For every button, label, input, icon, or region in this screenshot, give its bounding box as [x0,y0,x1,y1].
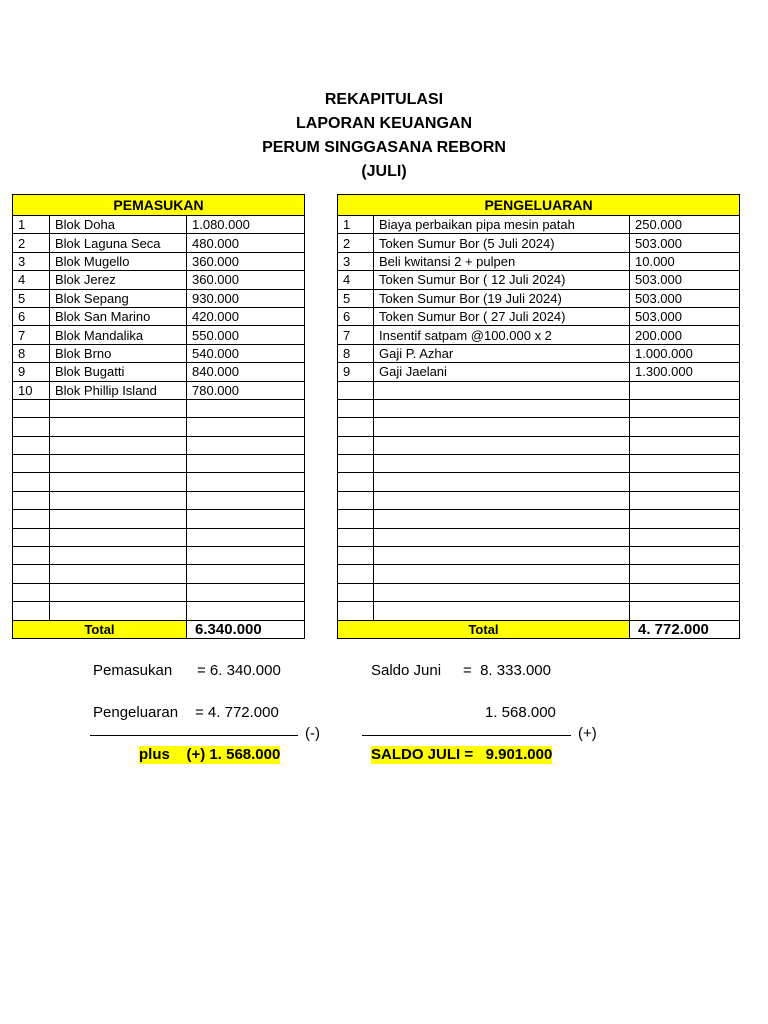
expense-cell-name [374,547,630,565]
income-cell-name [50,399,187,417]
expense-row [338,234,740,252]
income-cell-name [50,547,187,565]
expense-cell-amount [630,602,740,620]
expense-cell-amount [630,418,740,436]
expense-cell-no [338,381,374,399]
expense-cell-amount [630,547,740,565]
income-cell-no: 3 [13,252,50,270]
income-row [13,455,305,473]
income-row [13,381,305,399]
income-cell-amount [187,455,305,473]
expense-cell-amount: 1.300.000 [630,363,740,381]
income-cell-amount: 360.000 [187,271,305,289]
income-row [13,271,305,289]
expense-cell-name: Token Sumur Bor ( 27 Juli 2024) [374,307,630,325]
income-cell-no: 1 [13,216,50,234]
expense-cell-name [374,528,630,546]
income-cell-no: 9 [13,363,50,381]
expense-cell-name [374,418,630,436]
income-row [13,307,305,325]
expense-cell-name: Insentif satpam @100.000 x 2 [374,326,630,344]
income-cell-amount: 780.000 [187,381,305,399]
expense-row [338,381,740,399]
expense-cell-amount: 1.000.000 [630,344,740,362]
income-row [13,418,305,436]
income-cell-amount: 550.000 [187,326,305,344]
expense-row [338,344,740,362]
expense-cell-no: 2 [338,234,374,252]
income-cell-name [50,583,187,601]
income-cell-name: Blok Phillip Island [50,381,187,399]
expense-cell-amount: 503.000 [630,234,740,252]
expense-cell-amount [630,583,740,601]
expense-cell-no [338,565,374,583]
income-cell-amount: 360.000 [187,252,305,270]
expense-row [338,399,740,417]
income-cell-name [50,436,187,454]
expense-cell-no [338,491,374,509]
expense-row [338,565,740,583]
income-cell-amount [187,436,305,454]
income-row [13,602,305,620]
expense-cell-name [374,510,630,528]
income-cell-name: Blok San Marino [50,307,187,325]
expense-cell-no [338,473,374,491]
expense-cell-name: Biaya perbaikan pipa mesin patah [374,216,630,234]
income-row [13,234,305,252]
income-cell-amount: 1.080.000 [187,216,305,234]
expense-row [338,326,740,344]
income-cell-no: 4 [13,271,50,289]
expense-cell-name [374,455,630,473]
expense-cell-name [374,491,630,509]
expense-cell-name: Gaji P. Azhar [374,344,630,362]
expense-cell-amount [630,473,740,491]
expense-cell-no [338,547,374,565]
income-cell-amount [187,510,305,528]
income-cell-amount [187,418,305,436]
plus-result: plus (+) 1. 568.000 [139,746,281,763]
income-cell-name: Blok Mandalika [50,326,187,344]
income-cell-amount [187,399,305,417]
income-total-row [13,620,305,638]
income-cell-no [13,602,50,620]
expense-cell-no [338,399,374,417]
expense-total-label: Total [338,620,630,638]
income-cell-name [50,418,187,436]
expense-row [338,271,740,289]
expense-cell-no: 8 [338,344,374,362]
expense-row [338,307,740,325]
income-cell-amount: 420.000 [187,307,305,325]
expense-cell-no: 9 [338,363,374,381]
expense-total-row [338,620,740,638]
income-cell-amount: 930.000 [187,289,305,307]
income-cell-name: Blok Brno [50,344,187,362]
income-cell-amount [187,583,305,601]
income-cell-no [13,436,50,454]
expense-cell-name [374,583,630,601]
income-cell-no [13,399,50,417]
saldo-juli: SALDO JULI = 9.901.000 [371,746,553,763]
expense-cell-no: 7 [338,326,374,344]
income-cell-amount [187,528,305,546]
income-total-value: 6.340.000 [187,620,305,638]
expense-cell-no [338,436,374,454]
expense-cell-name: Token Sumur Bor (5 Juli 2024) [374,234,630,252]
saldo-juni-label: Saldo Juni [371,662,442,679]
income-cell-name: Blok Sepang [50,289,187,307]
surplus-value: 1. 568.000 [485,704,556,721]
income-row [13,583,305,601]
summary-pemasukan-label: Pemasukan [93,662,173,679]
summary-pemasukan-value: = 6. 340.000 [197,662,281,679]
income-row [13,436,305,454]
income-cell-name [50,491,187,509]
income-table [12,194,305,639]
income-row [13,565,305,583]
income-row [13,289,305,307]
expense-cell-name: Gaji Jaelani [374,363,630,381]
income-cell-amount [187,491,305,509]
expense-cell-amount: 503.000 [630,307,740,325]
income-row [13,252,305,270]
income-cell-amount: 540.000 [187,344,305,362]
expense-cell-amount: 200.000 [630,326,740,344]
income-cell-name: Blok Laguna Seca [50,234,187,252]
expense-cell-no [338,528,374,546]
expense-cell-amount [630,455,740,473]
income-cell-no [13,491,50,509]
expense-row [338,418,740,436]
income-row [13,363,305,381]
income-cell-name: Blok Mugello [50,252,187,270]
expense-cell-name [374,381,630,399]
income-cell-no: 10 [13,381,50,399]
income-cell-amount [187,565,305,583]
income-cell-no [13,583,50,601]
expense-cell-amount [630,528,740,546]
income-cell-name: Blok Bugatti [50,363,187,381]
income-cell-no [13,510,50,528]
expense-cell-name: Beli kwitansi 2 + pulpen [374,252,630,270]
expense-cell-amount [630,436,740,454]
expense-cell-amount: 503.000 [630,271,740,289]
expense-total-value: 4. 772.000 [630,620,740,638]
income-row [13,491,305,509]
expense-cell-name [374,473,630,491]
expense-cell-name [374,565,630,583]
income-cell-name: Blok Jerez [50,271,187,289]
income-cell-amount [187,473,305,491]
expense-cell-no [338,583,374,601]
summary-left-rule [90,735,298,736]
title-line-1: REKAPITULASI [324,91,444,108]
income-cell-name [50,510,187,528]
income-cell-no: 5 [13,289,50,307]
income-header: PEMASUKAN [13,195,305,216]
expense-cell-name [374,436,630,454]
expense-row [338,510,740,528]
expense-cell-no [338,418,374,436]
expense-cell-name: Token Sumur Bor (19 Juli 2024) [374,289,630,307]
expense-cell-amount [630,491,740,509]
expense-cell-amount [630,399,740,417]
title-line-2: LAPORAN KEUANGAN [296,115,472,132]
income-cell-no: 7 [13,326,50,344]
expense-row [338,473,740,491]
summary-pengeluaran-label: Pengeluaran [93,704,179,721]
income-cell-name [50,565,187,583]
income-cell-no: 8 [13,344,50,362]
income-cell-no [13,473,50,491]
income-cell-amount [187,547,305,565]
expense-header: PENGELUARAN [338,195,740,216]
expense-cell-no: 5 [338,289,374,307]
expense-cell-no: 4 [338,271,374,289]
expense-cell-amount [630,510,740,528]
expense-cell-no [338,510,374,528]
expense-cell-name [374,399,630,417]
income-cell-name: Blok Doha [50,216,187,234]
income-row [13,399,305,417]
income-row [13,326,305,344]
income-row [13,528,305,546]
income-header-row [13,195,305,216]
minus-sign: (-) [305,725,320,742]
expense-row [338,547,740,565]
income-cell-amount [187,602,305,620]
expense-row [338,528,740,546]
income-cell-amount: 480.000 [187,234,305,252]
title-line-3: PERUM SINGGASANA REBORN [262,139,506,156]
saldo-juni-value: = 8. 333.000 [463,662,551,679]
expense-row [338,583,740,601]
title-line-4: (JULI) [361,163,407,180]
expense-cell-no: 3 [338,252,374,270]
income-cell-no [13,455,50,473]
expense-table [337,194,740,639]
expense-cell-amount [630,565,740,583]
income-total-label: Total [13,620,187,638]
income-cell-no: 2 [13,234,50,252]
expense-row [338,216,740,234]
plus-sign: (+) [578,725,597,742]
expense-row [338,252,740,270]
expense-cell-no: 6 [338,307,374,325]
income-row [13,547,305,565]
expense-row [338,289,740,307]
income-cell-name [50,473,187,491]
expense-cell-no [338,602,374,620]
income-cell-name [50,455,187,473]
expense-cell-name: Token Sumur Bor ( 12 Juli 2024) [374,271,630,289]
income-cell-no [13,528,50,546]
income-row [13,216,305,234]
expense-cell-name [374,602,630,620]
summary-pengeluaran-value: = 4. 772.000 [195,704,279,721]
income-cell-no [13,418,50,436]
income-cell-name [50,528,187,546]
expense-row [338,602,740,620]
income-cell-no [13,565,50,583]
summary-right-rule [362,735,571,736]
expense-cell-amount: 10.000 [630,252,740,270]
income-cell-no: 6 [13,307,50,325]
expense-cell-amount [630,381,740,399]
expense-cell-no: 1 [338,216,374,234]
expense-header-row [338,195,740,216]
expense-row [338,436,740,454]
income-row [13,510,305,528]
expense-row [338,455,740,473]
expense-row [338,491,740,509]
income-cell-name [50,602,187,620]
income-cell-amount: 840.000 [187,363,305,381]
income-cell-no [13,547,50,565]
income-row [13,473,305,491]
expense-cell-amount: 503.000 [630,289,740,307]
expense-row [338,363,740,381]
income-row [13,344,305,362]
expense-cell-no [338,455,374,473]
expense-cell-amount: 250.000 [630,216,740,234]
